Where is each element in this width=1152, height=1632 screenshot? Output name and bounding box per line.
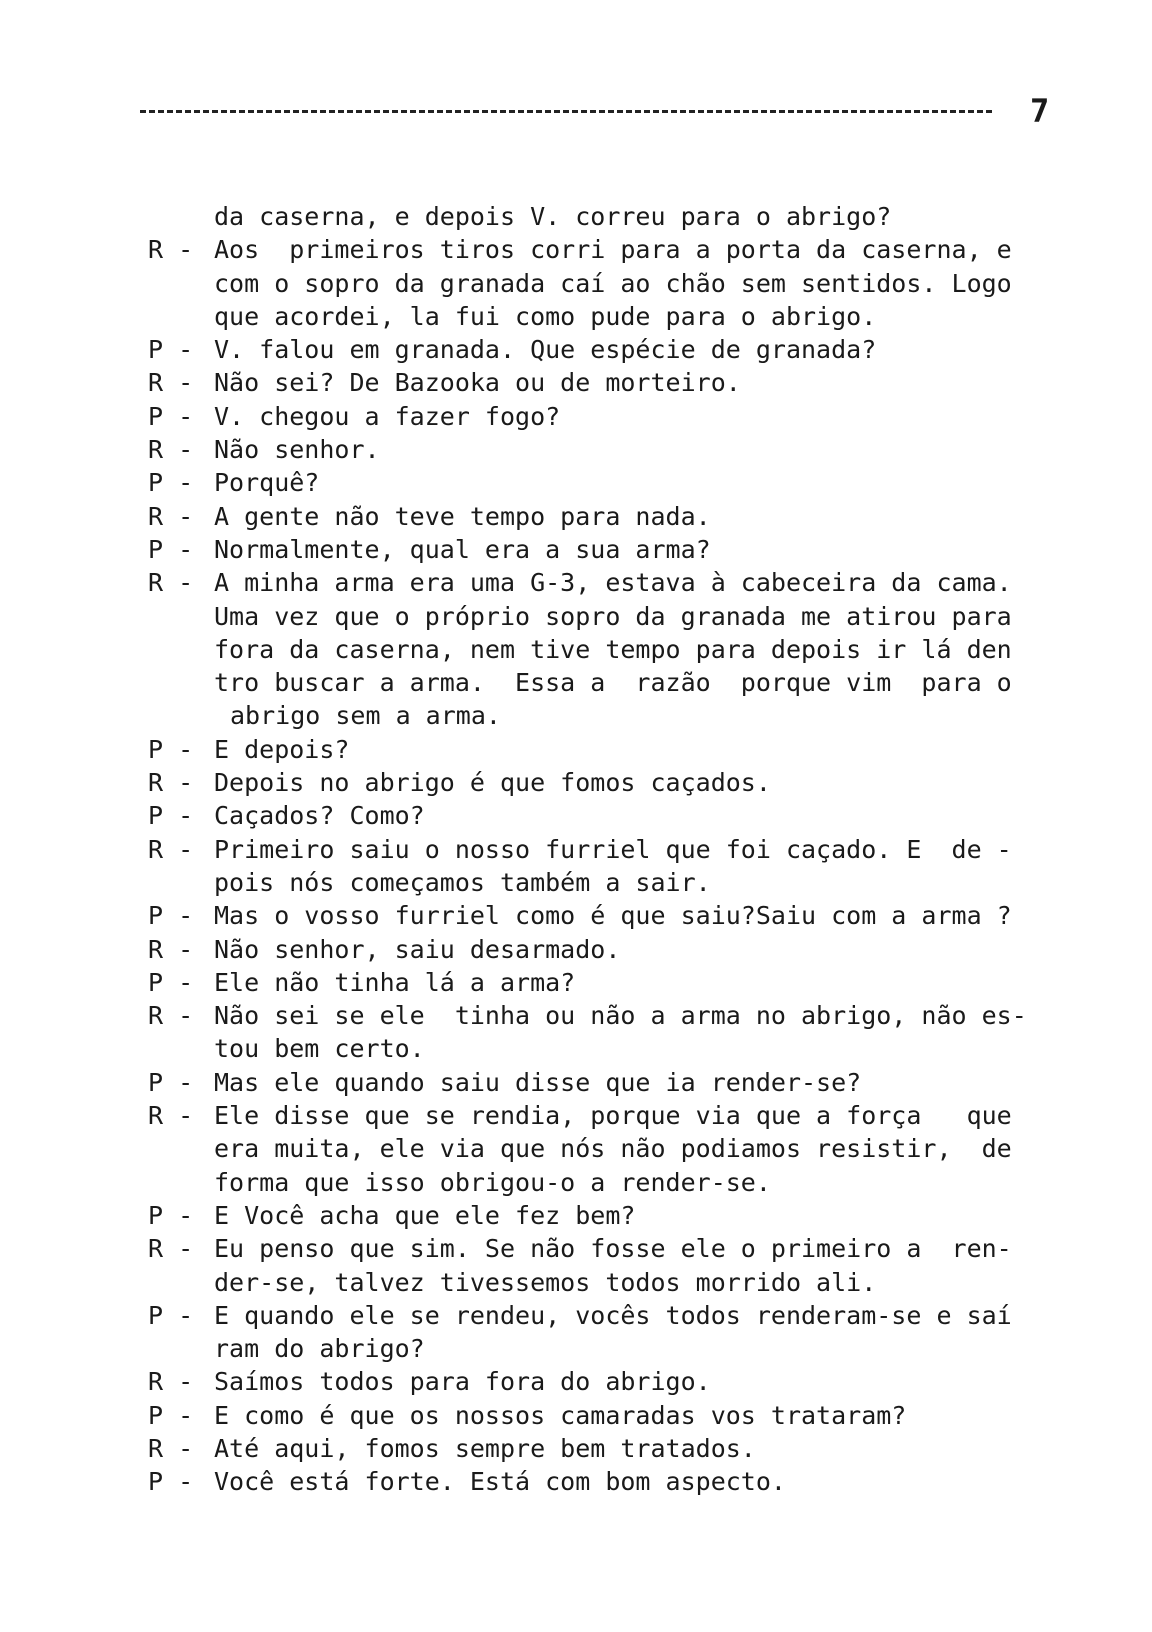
line-text: Não sei se ele tinha ou não a arma no abrigo, não es- [214, 1001, 1027, 1031]
speaker-label: P - [148, 1300, 194, 1330]
line-text: fora da caserna, nem tive tempo para depois ir lá den [214, 634, 1012, 664]
line-text: A gente não teve tempo para nada. [214, 501, 711, 531]
transcript-line [148, 200, 1068, 233]
line-text: da caserna, e depois V. correu para o abrigo? [214, 202, 892, 231]
line-text: Ele disse que se rendia, porque via que a força que [214, 1101, 1012, 1131]
transcript-line [148, 1066, 1068, 1099]
transcript-line [148, 1199, 1068, 1232]
line-text: Mas o vosso furriel como é que saiu?Saiu com a arma ? [214, 901, 1012, 931]
transcript-line [148, 1032, 1068, 1065]
line-text: V. falou em granada. Que espécie de granada? [214, 335, 877, 365]
speaker-label: R - [148, 235, 194, 265]
speaker-label: P - [148, 335, 194, 365]
line-text: Depois no abrigo é que fomos caçados. [214, 768, 771, 798]
line-text: Até aqui, fomos sempre bem tratados. [214, 1433, 756, 1463]
speaker-label: R - [148, 934, 194, 964]
line-text: A minha arma era uma G-3, estava à cabeceira da cama. [214, 568, 1012, 598]
transcript-line [148, 1132, 1068, 1165]
speaker-label: P - [148, 401, 194, 431]
speaker-label: R - [148, 568, 194, 598]
speaker-label: R - [148, 501, 194, 531]
speaker-label: R - [148, 1101, 194, 1131]
transcript-line [148, 1166, 1068, 1199]
line-text: pois nós começamos também a sair. [214, 867, 711, 897]
transcript-line [148, 233, 1068, 266]
transcript-line [148, 1266, 1068, 1299]
transcript-line [148, 400, 1068, 433]
line-text: Caçados? Como? [214, 801, 425, 831]
speaker-label: R - [148, 368, 194, 398]
line-text: Não senhor. [214, 435, 380, 465]
speaker-label: P - [148, 468, 194, 498]
line-text: tou bem certo. [214, 1034, 425, 1064]
header-rule [140, 110, 992, 113]
speaker-label: P - [148, 901, 194, 931]
transcript-line [148, 666, 1068, 699]
transcript-line [148, 533, 1068, 566]
speaker-label: R - [148, 1367, 194, 1397]
transcript-line [148, 1365, 1068, 1398]
line-text: com o sopro da granada caí ao chão sem sentidos. Logo [214, 268, 1012, 298]
speaker-label: P - [148, 1067, 194, 1097]
transcript-line [148, 1432, 1068, 1465]
line-text: abrigo sem a arma. [230, 701, 501, 731]
speaker-label: P - [148, 801, 194, 831]
transcript-line [148, 1099, 1068, 1132]
transcript-line [148, 433, 1068, 466]
line-text: forma que isso obrigou-o a render-se. [214, 1167, 771, 1197]
page-number: 7 [1030, 92, 1050, 130]
transcript-line [148, 267, 1068, 300]
transcript-line [148, 766, 1068, 799]
line-text: Mas ele quando saiu disse que ia render-se? [214, 1067, 862, 1097]
speaker-label: R - [148, 1433, 194, 1463]
transcript-line [148, 1332, 1068, 1365]
line-text: E quando ele se rendeu, vocês todos renderam-se e saí [214, 1300, 1012, 1330]
line-text: Ele não tinha lá a arma? [214, 967, 576, 997]
transcript-line [148, 699, 1068, 732]
line-text: Você está forte. Está com bom aspecto. [214, 1467, 786, 1497]
speaker-label: P - [148, 1467, 194, 1497]
line-text: Primeiro saiu o nosso furriel que foi caçado. E de - [214, 834, 1012, 864]
line-text: Saímos todos para fora do abrigo. [214, 1367, 711, 1397]
transcript-line [148, 1232, 1068, 1265]
line-text: E Você acha que ele fez bem? [214, 1200, 636, 1230]
line-text: Porquê? [214, 468, 320, 498]
transcript-line [148, 933, 1068, 966]
line-text: Eu penso que sim. Se não fosse ele o primeiro a ren- [214, 1234, 1012, 1264]
line-text: Uma vez que o próprio sopro da granada me atirou para [214, 601, 1012, 631]
line-text: que acordei, la fui como pude para o abrigo. [214, 301, 877, 331]
transcript-line [148, 1299, 1068, 1332]
line-text: era muita, ele via que nós não podiamos resistir, de [214, 1134, 1012, 1164]
speaker-label: R - [148, 834, 194, 864]
transcript-line [148, 566, 1068, 599]
transcript-line [148, 733, 1068, 766]
transcript-line [148, 633, 1068, 666]
transcript-line [148, 466, 1068, 499]
transcript-line [148, 833, 1068, 866]
transcript-line [148, 333, 1068, 366]
speaker-label: P - [148, 1200, 194, 1230]
transcript-line [148, 999, 1068, 1032]
line-text: Não senhor, saiu desarmado. [214, 934, 621, 964]
transcript-line [148, 966, 1068, 999]
line-text: Normalmente, qual era a sua arma? [214, 534, 711, 564]
transcript-line [148, 799, 1068, 832]
line-text: tro buscar a arma. Essa a razão porque vim para o [214, 668, 1012, 698]
speaker-label: P - [148, 1400, 194, 1430]
line-text: ram do abrigo? [214, 1334, 425, 1364]
line-text: Aos primeiros tiros corri para a porta da caserna, e [214, 235, 1012, 265]
transcript-line [148, 866, 1068, 899]
transcript-line [148, 300, 1068, 333]
speaker-label: P - [148, 967, 194, 997]
line-text: E depois? [214, 734, 350, 764]
speaker-label: P - [148, 734, 194, 764]
line-text: der-se, talvez tivessemos todos morrido ali. [214, 1267, 877, 1297]
transcript-line [148, 500, 1068, 533]
line-text: V. chegou a fazer fogo? [214, 401, 561, 431]
speaker-label: R - [148, 1234, 194, 1264]
transcript-line [148, 899, 1068, 932]
line-text: Não sei? De Bazooka ou de morteiro. [214, 368, 741, 398]
interview-transcript [148, 200, 1068, 1499]
speaker-label: R - [148, 768, 194, 798]
transcript-line [148, 366, 1068, 399]
transcript-line [148, 1399, 1068, 1432]
line-text: E como é que os nossos camaradas vos trataram? [214, 1400, 907, 1430]
speaker-label: P - [148, 534, 194, 564]
speaker-label: R - [148, 1001, 194, 1031]
speaker-label: R - [148, 435, 194, 465]
transcript-line [148, 1465, 1068, 1498]
transcript-line [148, 600, 1068, 633]
